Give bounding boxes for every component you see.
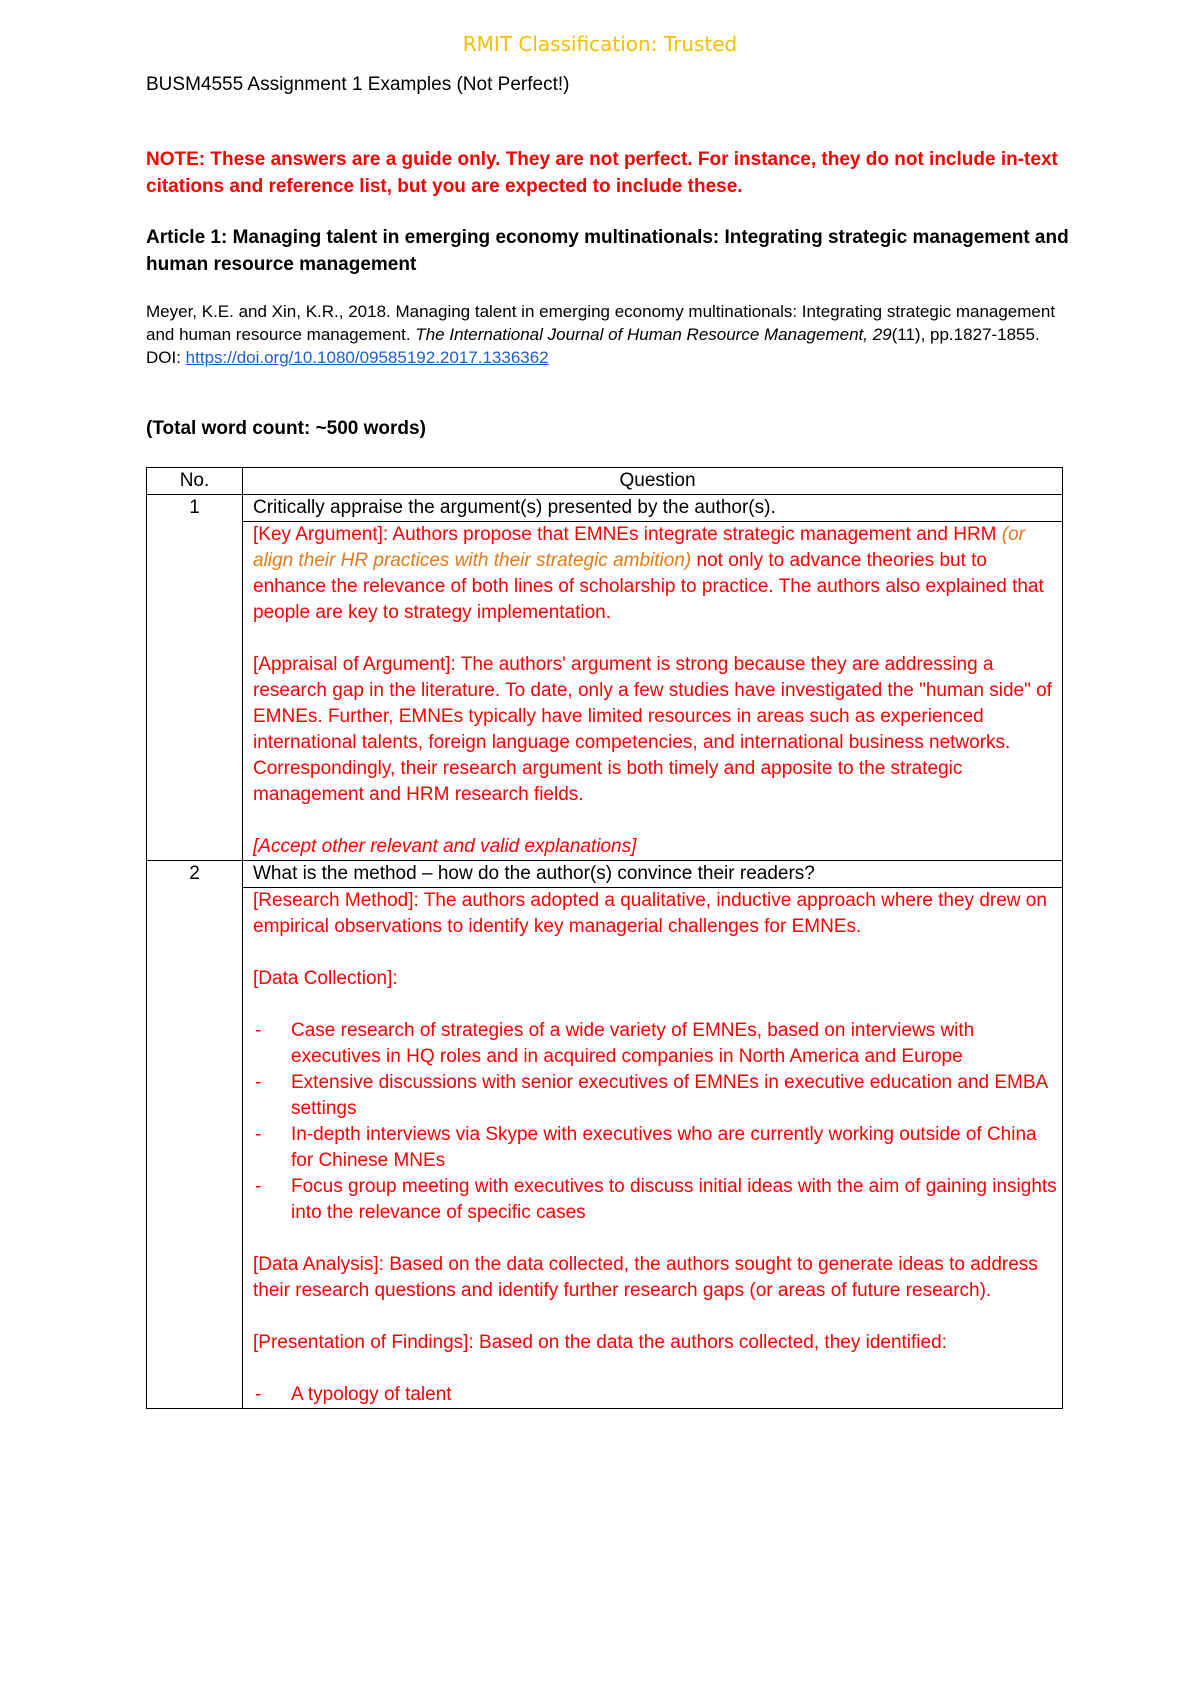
argument-appraisal: [Appraisal of Argument]: The authors' argument is strong because they are addressing a research gap in the literature. To date, only a few studies have investigated the "human side" of EMNEs. Further, EMNEs typically have limited resources in areas such as experienced international talents, foreign language competencies, and international business networks. Correspondingly, their research argument is both timely and apposite to the strategic management and HRM research fields. [253,654,1052,805]
key-argument-aside: (or align their HR practices with their strategic ambition) [253,524,1025,571]
document-title: BUSM4555 Assignment 1 Examples (Not Perfect!) [146,74,570,95]
classification-label: RMIT Classification: Trusted [462,32,738,56]
list-item: - A typology of talent [253,1382,1062,1408]
citation-authors: Meyer, K.E. and Xin, K.R., 2018. Managing talent in emerging economy multinationals: Integrating strategic management and human resource management. [146,302,1056,344]
question-table [146,467,1063,1409]
data-analysis: [Data Analysis]: Based on the data collected, the authors sought to generate ideas to address their research questions and identify further research gaps (or areas of future research). [253,1254,1038,1301]
citation-issue-pages: (11), pp.1827-1855. [891,325,1040,344]
table-row [147,495,1063,522]
accept-other-note: [Accept other relevant and valid explanations] [253,836,637,857]
findings-list [253,1382,1062,1408]
table-row [147,522,1063,861]
question-number: 2 [147,861,243,1409]
question-text: What is the method – how do the author(s) convince their readers? [243,861,1063,888]
header-question: Question [243,468,1063,495]
answer-cell [243,888,1063,1409]
data-collection-list [253,1018,1062,1226]
list-item: - Focus group meeting with executives to discuss initial ideas with the aim of gaining insights into the relevance of specific cases [253,1174,1062,1226]
key-argument: [Key Argument]: Authors propose that EMNEs integrate strategic management and HRM (or align their HR practices with their strategic ambition) not only to advance theories but to enhance the relevance of both lines of scholarship to practice. The authors also explained that people are key to strategy implementation. [253,524,1044,623]
doi-label: DOI: [146,348,186,367]
doi-link[interactable]: https://doi.org/10.1080/09585192.2017.1336362 [185,348,549,367]
guide-note: NOTE: These answers are a guide only. They are not perfect. For instance, they do not include in-text citations and reference list, but you are expected to include these. [146,149,1058,197]
article-citation [146,300,1076,369]
list-item: - Extensive discussions with senior executives of EMNEs in executive education and EMBA settings [253,1070,1062,1122]
answer-cell [243,522,1063,861]
table-row [147,861,1063,888]
word-count: (Total word count: ~500 words) [146,418,426,439]
citation-journal: The International Journal of Human Resource Management, 29 [415,325,892,344]
table-row [147,888,1063,1409]
question-text: Critically appraise the argument(s) presented by the author(s). [243,495,1063,522]
data-collection-label: [Data Collection]: [253,968,398,989]
findings-intro: [Presentation of Findings]: Based on the data the authors collected, they identified: [253,1332,947,1353]
article-title: Article 1: Managing talent in emerging economy multinationals: Integrating strategic management and human resource management [146,227,1069,275]
header-no: No. [147,468,243,495]
list-item: - Case research of strategies of a wide variety of EMNEs, based on interviews with executives in HQ roles and in acquired companies in North America and Europe [253,1018,1062,1070]
list-item: - In-depth interviews via Skype with executives who are currently working outside of China for Chinese MNEs [253,1122,1062,1174]
question-number: 1 [147,495,243,861]
research-method: [Research Method]: The authors adopted a qualitative, inductive approach where they drew on empirical observations to identify key managerial challenges for EMNEs. [253,890,1047,937]
table-header-row [147,468,1063,495]
